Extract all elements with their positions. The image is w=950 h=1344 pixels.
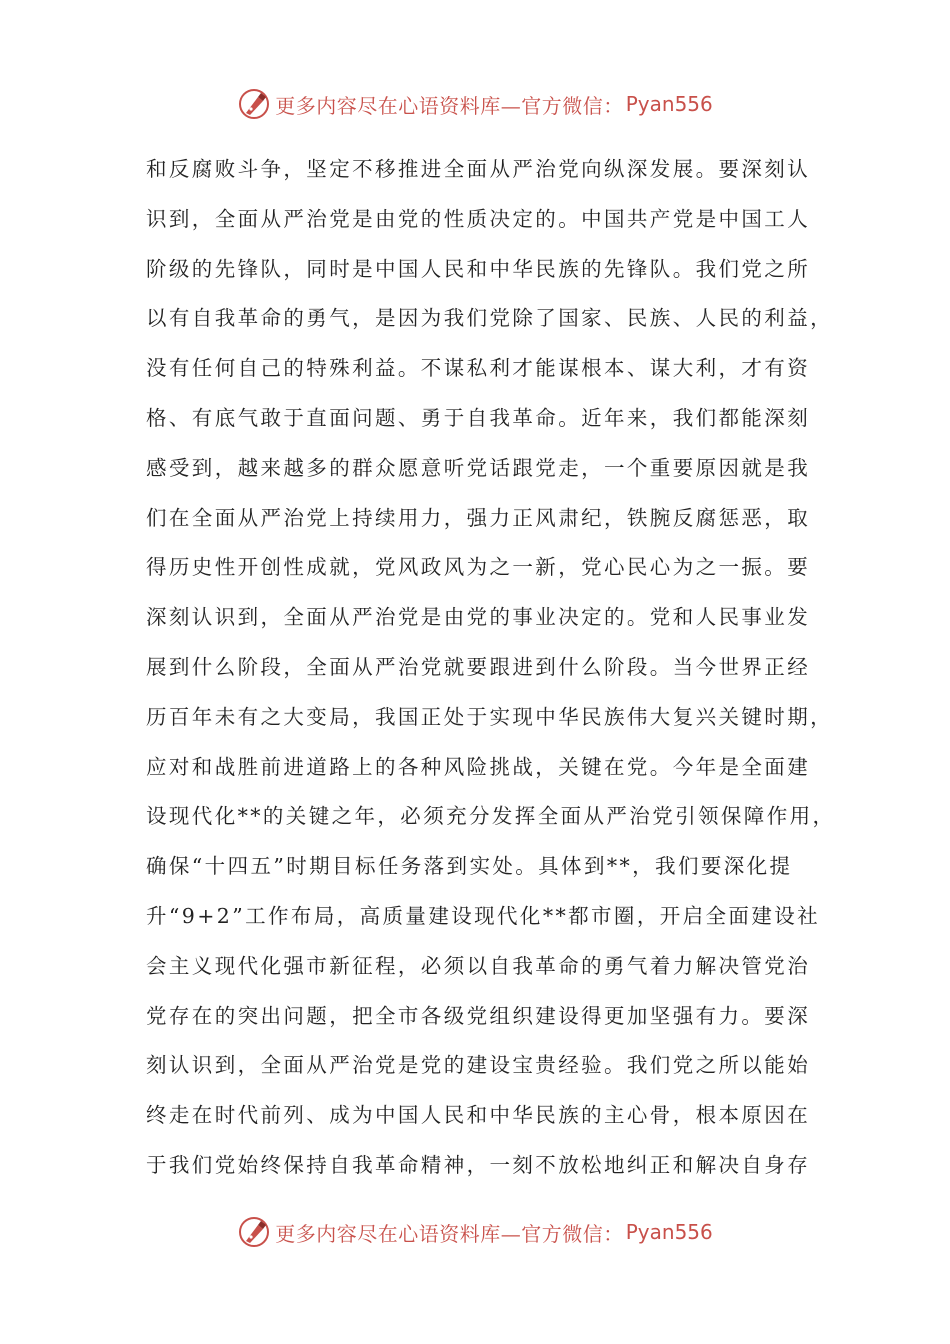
body-line: 确保“十四五”时期目标任务落到实处。具体到**，我们要深化提 bbox=[146, 854, 793, 879]
pen-nib-logo-icon bbox=[237, 1215, 271, 1249]
body-line: 们在全面从严治党上持续用力，强力正风肃纪，铁腕反腐惩恶，取 bbox=[146, 505, 811, 530]
body-line: 设现代化**的关键之年，必须充分发挥全面从严治党引领保障作用， bbox=[146, 804, 836, 829]
body-line: 识到，全面从严治党是由党的性质决定的。中国共产党是中国工人 bbox=[146, 206, 811, 231]
body-line: 得历史性开创性成就，党风政风为之一新，党心民心为之一振。要 bbox=[146, 555, 811, 580]
body-line: 展到什么阶段，全面从严治党就要跟进到什么阶段。当今世界正经 bbox=[146, 654, 811, 679]
body-line: 终走在时代前列、成为中国人民和中华民族的主心骨，根本原因在 bbox=[146, 1103, 811, 1128]
body-line: 没有任何自己的特殊利益。不谋私利才能谋根本、谋大利，才有资 bbox=[146, 356, 811, 381]
body-line: 深刻认识到，全面从严治党是由党的事业决定的。党和人民事业发 bbox=[146, 605, 811, 630]
wechat-id: Pyan556 bbox=[625, 1220, 713, 1244]
body-line: 感受到，越来越多的群众愿意听党话跟党走，一个重要原因就是我 bbox=[146, 455, 811, 480]
body-line: 升“9+2”工作布局，高质量建设现代化**都市圈，开启全面建设社 bbox=[146, 903, 821, 928]
banner-text: 更多内容尽在心语资料库—官方微信： bbox=[275, 1221, 624, 1246]
footer-banner bbox=[0, 1212, 950, 1252]
body-line: 党存在的突出问题，把全市各级党组织建设得更加坚强有力。要深 bbox=[146, 1003, 811, 1028]
body-line: 应对和战胜前进道路上的各种风险挑战，关键在党。今年是全面建 bbox=[146, 754, 811, 779]
banner-text: 更多内容尽在心语资料库—官方微信： bbox=[275, 93, 624, 118]
body-line: 阶级的先锋队，同时是中国人民和中华民族的先锋队。我们党之所 bbox=[146, 256, 811, 281]
body-line: 会主义现代化强市新征程，必须以自我革命的勇气着力解决管党治 bbox=[146, 953, 811, 978]
pen-nib-logo-icon bbox=[237, 87, 271, 121]
body-line: 格、有底气敢于直面问题、勇于自我革命。近年来，我们都能深刻 bbox=[146, 405, 811, 430]
body-line: 于我们党始终保持自我革命精神，一刻不放松地纠正和解决自身存 bbox=[146, 1152, 811, 1177]
wechat-id: Pyan556 bbox=[625, 92, 713, 116]
body-line: 以有自我革命的勇气，是因为我们党除了国家、民族、人民的利益， bbox=[146, 306, 833, 331]
body-line: 刻认识到，全面从严治党是党的建设宝贵经验。我们党之所以能始 bbox=[146, 1053, 811, 1078]
body-line: 历百年未有之大变局，我国正处于实现中华民族伟大复兴关键时期， bbox=[146, 704, 833, 729]
body-line: 和反腐败斗争，坚定不移推进全面从严治党向纵深发展。要深刻认 bbox=[146, 157, 811, 181]
header-banner bbox=[0, 84, 950, 124]
document-body bbox=[146, 150, 836, 1196]
